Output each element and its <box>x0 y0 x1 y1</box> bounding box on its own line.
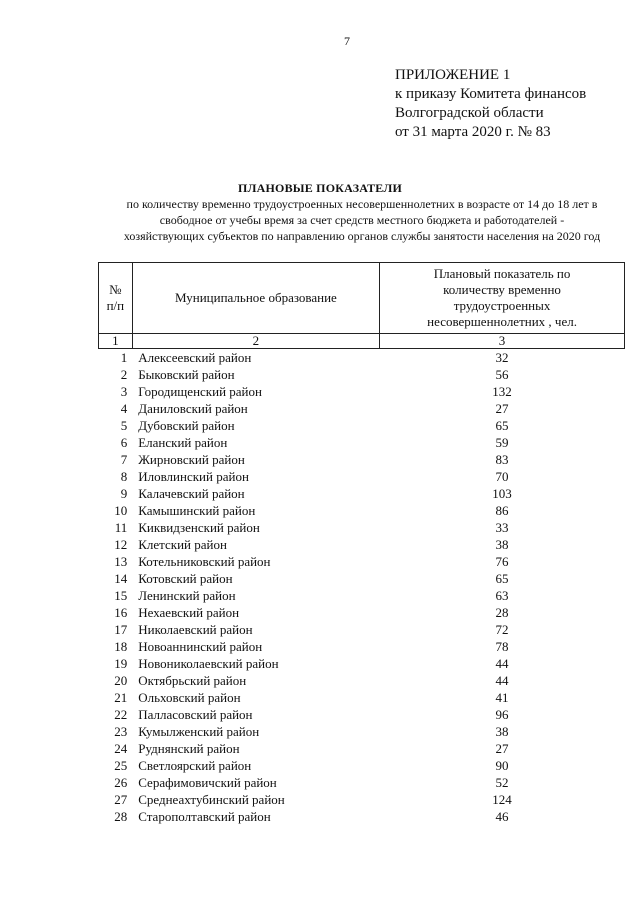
row-plan-value: 52 <box>495 775 509 790</box>
row-municipality: Городищенский район <box>138 384 262 399</box>
row-plan-value: 78 <box>495 639 509 654</box>
row-municipality: Даниловский район <box>138 401 248 416</box>
row-plan-value: 83 <box>495 452 509 467</box>
row-municipality: Дубовский район <box>138 418 235 433</box>
row-municipality: Серафимовичский район <box>138 775 277 790</box>
row-number: 10 <box>114 503 128 518</box>
table-row <box>99 349 625 367</box>
row-plan-value: 28 <box>495 605 509 620</box>
row-plan-value: 63 <box>495 588 509 603</box>
row-number: 1 <box>120 350 128 365</box>
column-index: 1 <box>99 334 133 349</box>
appendix-line: Волгоградской области <box>395 105 544 121</box>
row-number: 20 <box>114 673 128 688</box>
row-plan-value: 46 <box>495 809 509 824</box>
row-municipality: Новоаннинский район <box>138 639 263 654</box>
table-row <box>99 366 625 383</box>
header-value-line: трудоустроенных <box>453 298 551 313</box>
header-number <box>99 263 133 334</box>
row-municipality: Жирновский район <box>138 452 245 467</box>
row-number: 6 <box>120 435 128 450</box>
row-plan-value: 38 <box>495 724 509 739</box>
row-plan-value: 65 <box>495 418 509 433</box>
row-plan-value: 90 <box>495 758 509 773</box>
row-number: 4 <box>120 401 128 416</box>
row-municipality: Клетский район <box>138 537 227 552</box>
table-body <box>99 349 625 826</box>
row-municipality: Котовский район <box>138 571 233 586</box>
table-row <box>99 434 625 451</box>
row-plan-value: 65 <box>495 571 509 586</box>
row-number: 24 <box>114 741 128 756</box>
row-plan-value: 38 <box>495 537 509 552</box>
row-plan-value: 27 <box>495 401 509 416</box>
row-plan-value: 70 <box>495 469 509 484</box>
row-number: 7 <box>120 452 128 467</box>
row-plan-value: 132 <box>492 384 512 399</box>
row-municipality: Нехаевский район <box>138 605 240 620</box>
row-plan-value: 44 <box>495 673 509 688</box>
table-row <box>99 757 625 774</box>
row-plan-value: 103 <box>492 486 512 501</box>
row-number: 27 <box>114 792 128 807</box>
row-number: 16 <box>114 605 128 620</box>
row-plan-value: 27 <box>495 741 509 756</box>
row-number: 14 <box>114 571 128 586</box>
row-plan-value: 72 <box>495 622 509 637</box>
row-plan-value: 56 <box>495 367 509 382</box>
appendix-block <box>395 66 586 142</box>
row-municipality: Ленинский район <box>138 588 236 603</box>
row-number: 28 <box>114 809 128 824</box>
table-row <box>99 638 625 655</box>
row-municipality: Старополтавский район <box>138 809 271 824</box>
header-number-sign: № <box>109 282 122 297</box>
row-municipality: Палласовский район <box>138 707 253 722</box>
row-number: 11 <box>114 520 128 535</box>
row-number: 23 <box>114 724 128 739</box>
subtitle-line: хозяйствующих субъектов по направлению органов службы занятости населения на 2020 год <box>123 229 601 243</box>
header-number-abbr: п/п <box>106 298 125 313</box>
table-row <box>99 587 625 604</box>
row-municipality: Новониколаевский район <box>138 656 279 671</box>
table-row <box>99 451 625 468</box>
row-number: 21 <box>114 690 128 705</box>
column-index-row <box>99 334 625 349</box>
row-number: 12 <box>114 537 128 552</box>
table-row <box>99 740 625 757</box>
row-plan-value: 44 <box>495 656 509 671</box>
document-title: ПЛАНОВЫЕ ПОКАЗАТЕЛИ <box>237 181 402 195</box>
header-value-line: несовершеннолетних , чел. <box>427 314 577 329</box>
row-plan-value: 76 <box>495 554 509 569</box>
row-plan-value: 33 <box>495 520 509 535</box>
row-municipality: Среднеахтубинский район <box>138 792 285 807</box>
header-plan-value <box>380 263 625 334</box>
header-value-line: Плановый показатель по <box>433 266 571 281</box>
table-row <box>99 723 625 740</box>
row-municipality: Руднянский район <box>138 741 240 756</box>
row-plan-value: 32 <box>495 350 509 365</box>
table-row <box>99 706 625 723</box>
row-plan-value: 86 <box>495 503 509 518</box>
row-number: 8 <box>120 469 128 484</box>
table-row <box>99 655 625 672</box>
header-value-line: количеству временно <box>443 282 561 297</box>
subtitle-line: свободное от учебы время за счет средств местного бюджета и работодателей - <box>159 213 565 227</box>
table-row <box>99 774 625 791</box>
row-plan-value: 96 <box>495 707 509 722</box>
appendix-title: ПРИЛОЖЕНИЕ 1 <box>395 67 511 83</box>
subtitle-line: по количеству временно трудоустроенных несовершеннолетних в возрасте от 14 до 18 лет в <box>126 197 598 211</box>
table-header-row <box>99 263 625 334</box>
document-subtitle <box>92 196 632 244</box>
table-row <box>99 791 625 808</box>
row-number: 19 <box>114 656 128 671</box>
column-index: 3 <box>380 334 625 349</box>
row-number: 9 <box>120 486 128 501</box>
page-number: 7 <box>344 34 350 48</box>
table-row <box>99 400 625 417</box>
table-row <box>99 502 625 519</box>
row-number: 26 <box>114 775 128 790</box>
table-row <box>99 383 625 400</box>
row-plan-value: 41 <box>495 690 509 705</box>
table-row <box>99 485 625 502</box>
appendix-date: от 31 марта 2020 г. № 83 <box>395 124 551 140</box>
row-plan-value: 124 <box>492 792 512 807</box>
table-row <box>99 553 625 570</box>
row-municipality: Октябрьский район <box>138 673 247 688</box>
row-number: 22 <box>114 707 128 722</box>
row-municipality: Алексеевский район <box>138 350 252 365</box>
row-number: 17 <box>114 622 128 637</box>
row-number: 2 <box>120 367 128 382</box>
appendix-line: к приказу Комитета финансов <box>395 86 587 102</box>
table-row <box>99 570 625 587</box>
row-municipality: Еланский район <box>138 435 228 450</box>
table-row <box>99 536 625 553</box>
table-row <box>99 468 625 485</box>
row-plan-value: 59 <box>495 435 509 450</box>
column-index: 2 <box>132 334 379 349</box>
row-municipality: Николаевский район <box>138 622 253 637</box>
table-row <box>99 417 625 434</box>
table-row <box>99 604 625 621</box>
table-row <box>99 672 625 689</box>
row-number: 3 <box>120 384 128 399</box>
row-number: 18 <box>114 639 128 654</box>
row-municipality: Быковский район <box>138 367 235 382</box>
row-municipality: Калачевский район <box>138 486 245 501</box>
row-municipality: Иловлинский район <box>138 469 249 484</box>
row-municipality: Ольховский район <box>138 690 241 705</box>
row-number: 25 <box>114 758 128 773</box>
table-row <box>99 519 625 536</box>
table-row <box>99 808 625 825</box>
row-municipality: Камышинский район <box>138 503 256 518</box>
row-number: 15 <box>114 588 128 603</box>
row-municipality: Котельниковский район <box>138 554 271 569</box>
row-municipality: Кумылженский район <box>138 724 260 739</box>
row-number: 13 <box>114 554 128 569</box>
row-number: 5 <box>120 418 128 433</box>
row-municipality: Светлоярский район <box>138 758 252 773</box>
table-row <box>99 689 625 706</box>
plan-table <box>98 262 625 825</box>
row-municipality: Киквидзенский район <box>138 520 260 535</box>
header-municipality: Муниципальное образование <box>132 263 379 334</box>
table-row <box>99 621 625 638</box>
